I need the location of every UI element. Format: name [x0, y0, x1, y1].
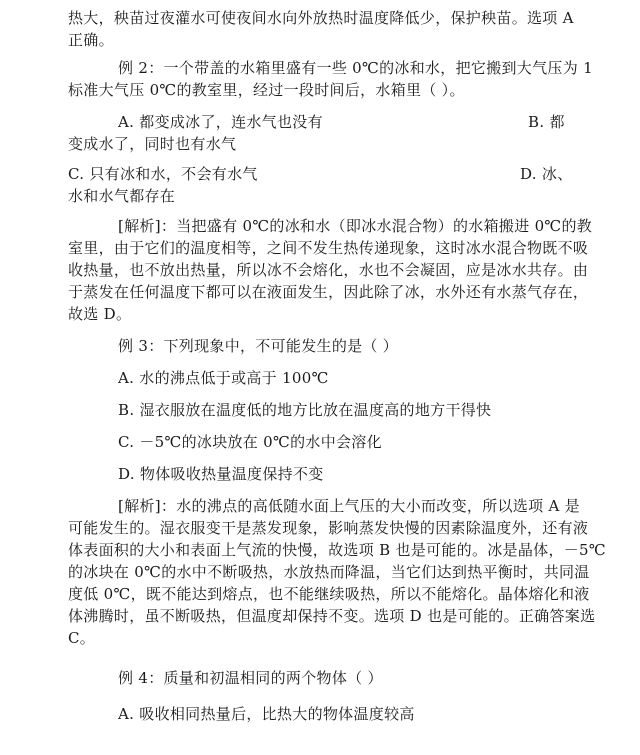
text-line: 度低 0℃，既不能达到熔点，也不能继续吸热，所以不能熔化。晶体熔化和液 [68, 585, 590, 603]
text-line: 体表面积的大小和表面上气流的快慢，故选项 B 也是可能的。冰是晶体，－5℃ [68, 541, 606, 559]
text-line: 热大，秧苗过夜灌水可使夜间水向外放热时温度降低少，保护秧苗。选项 A [68, 9, 574, 27]
text-line: 的冰块在 0℃的水中不断吸热，水放热而降温，当它们达到热平衡时，共同温 [68, 563, 590, 581]
option-a: A. 吸收相同热量后，比热大的物体温度较高 [118, 705, 415, 723]
example-2-question: 例 2：一个带盖的水箱里盛有一些 0℃的冰和水，把它搬到大气压为 1 [118, 59, 593, 77]
analysis-3: [解析]：水的沸点的高低随水面上气压的大小而改变，所以选项 A 是 [118, 497, 580, 515]
text-line: 可能发生的。湿衣服变干是蒸发现象，影响蒸发快慢的因素除温度外，还有液 [68, 519, 589, 537]
text-line: 标准大气压 0℃的教室里，经过一段时间后，水箱里（ ）。 [68, 81, 465, 99]
text-line: 故选 D。 [68, 305, 132, 323]
option-c: C. 只有冰和水，不会有水气 [68, 165, 258, 183]
option-b: B. 湿衣服放在温度低的地方比放在温度高的地方干得快 [118, 401, 492, 419]
text-line: C。 [68, 629, 96, 647]
text-line: 正确。 [68, 31, 114, 49]
text-line: 水和水气都存在 [68, 187, 176, 205]
analysis-2: [解析]：当把盛有 0℃的冰和水（即冰水混合物）的水箱搬进 0℃的教 [118, 217, 593, 235]
example-4-question: 例 4：质量和初温相同的两个物体（ ） [118, 669, 383, 687]
text-line: 变成水了，同时也有水气 [68, 135, 237, 153]
option-a: A. 都变成冰了，连水气也没有 [118, 113, 323, 131]
option-d: D. 冰、 [520, 165, 573, 183]
text-line: 体沸腾时，虽不断吸热，但温度却保持不变。选项 D 也是可能的。正确答案选 [68, 607, 596, 625]
text-line: 收热量，也不放出热量，所以冰不会熔化，水也不会凝固，应是冰水共存。由 [68, 261, 589, 279]
option-b: B. 都 [528, 113, 565, 131]
text-line: 于蒸发在任何温度下都可以在液面发生，因此除了冰，水外还有水蒸气存在， [68, 283, 589, 301]
option-a: A. 水的沸点低于或高于 100℃ [118, 369, 329, 387]
text-line: 室里，由于它们的温度相等，之间不发生热传递现象，这时冰水混合物既不吸 [68, 239, 589, 257]
example-3-question: 例 3：下列现象中，不可能发生的是（ ） [118, 337, 399, 355]
option-c: C. －5℃的冰块放在 0℃的水中会溶化 [118, 433, 382, 451]
option-d: D. 物体吸收热量温度保持不变 [118, 465, 324, 483]
